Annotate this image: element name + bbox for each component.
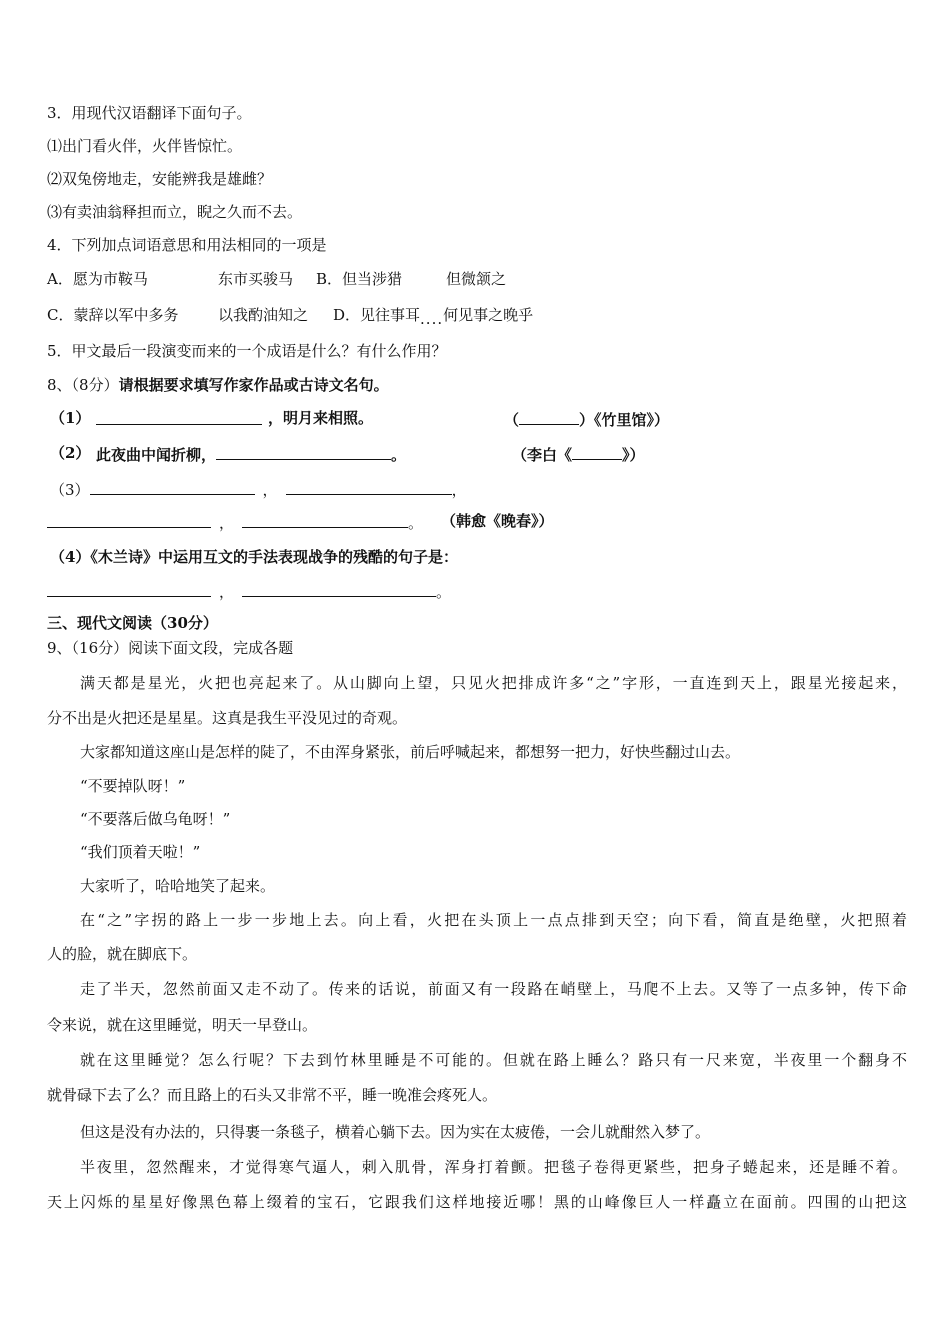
q4-option-a: A．愿为市鞍马 [47, 270, 148, 288]
q3-item-2: ⑵双兔傍地走，安能辨我是雄雌？ [47, 170, 273, 188]
q8-line-2-verse: 此夜曲中闻折柳， [96, 446, 217, 464]
q9-title: 9、（16分）阅读下面文段，完成各题 [47, 639, 294, 657]
q8-line-4-blank-1[interactable] [47, 580, 211, 597]
passage-p1-line-1: 满天都是星光，火把也亮起来了。从山脚向上望，只见火把排成许多“之”字形，一直连到天上，跟星光接起来， [80, 674, 907, 692]
punct: ， [219, 583, 235, 601]
passage-p11-line-1: 半夜里，忽然醒来，才觉得寒气逼人，刺入肌骨，浑身打着颤。把毯子卷得更紧些，把身子蜷起来，还是睡不着。 [80, 1158, 907, 1176]
q8-line-4: （4）《木兰诗》中运用互文的手法表现战争的残酷的句子是： [50, 548, 458, 566]
q4-option-b-pair: 但微颔之 [446, 270, 507, 288]
q8-line-2-text [96, 443, 406, 465]
q8-title: 请根据要求填写作家作品或古诗文名句。 [118, 376, 389, 394]
q8-line-3-blank-1[interactable] [90, 478, 255, 495]
q8-heading [47, 375, 389, 395]
passage-p2: 大家都知道这座山是怎样的陡了，不由浑身紧张，前后呼喊起来，都想努一把力，好快些翻过山去。 [80, 743, 741, 761]
passage-p11-line-2: 天上闪烁的星星好像黑色幕上缀着的宝石，它跟我们这样地接近哪！黑的山峰像巨人一样矗立在面前。四围的山把这 [47, 1193, 907, 1211]
q8-line-3-source: （韩愈《晚春》） [441, 512, 554, 530]
passage-p10: 但这是没有办法的，只得裹一条毯子，横着心躺下去。因为实在太疲倦，一会儿就酣然入梦了。 [80, 1123, 711, 1141]
q8-line-4-answers [47, 580, 451, 602]
q8-prefix: 8、（8分） [47, 376, 119, 394]
q8-line-4-blank-2[interactable] [242, 580, 436, 597]
q4-option-c-pair: 以我酌油知之 [218, 306, 309, 324]
q8-line-2-num: （2） [50, 444, 91, 462]
passage-p9-line-1: 就在这里睡觉？怎么行呢？下去到竹林里睡是不可能的。但就在路上睡么？路只有一尺来宽，半夜里一个翻身不 [80, 1051, 907, 1069]
passage-p6: 大家听了，哈哈地笑了起来。 [80, 877, 276, 895]
q8-line-1-num: （1） [50, 409, 91, 427]
q4-option-b: B．但当涉猎 [316, 270, 403, 288]
punct: ， [451, 481, 467, 499]
section-3-title: 三、现代文阅读（30分） [47, 614, 218, 632]
passage-p8-line-1: 走了半天，忽然前面又走不动了。传来的话说，前面又有一段路在峭壁上，马爬不上去。又等了一点多钟，传下命 [80, 980, 907, 998]
q8-line-1-text: ，明月来相照。 [268, 409, 374, 427]
q8-line-2-source [512, 443, 645, 465]
q8-line-3-blank-3[interactable] [47, 511, 211, 528]
q4-option-c: C．蒙辞以军中多务 [47, 306, 179, 324]
q8-line-3 [50, 478, 467, 500]
emphasis-dots: .... [420, 310, 444, 328]
q4-option-d-pair: 何见事之晚乎 [443, 306, 534, 324]
q8-line-1-source-blank[interactable] [519, 408, 579, 425]
source-close: ）《竹里馆》） [579, 411, 670, 429]
q3-title: 3．用现代汉语翻译下面句子。 [47, 104, 252, 122]
q8-line-1-blank[interactable] [96, 408, 262, 430]
q8-line-3b [47, 511, 423, 533]
passage-p5: “我们顶着天啦！” [80, 843, 201, 861]
punct: 。 [436, 583, 452, 601]
q8-line-2-blank[interactable] [216, 443, 391, 460]
q3-item-3: ⑶有卖油翁释担而立，睨之久而不去。 [47, 203, 303, 221]
q5-title: 5．甲文最后一段演变而来的一个成语是什么？有什么作用？ [47, 342, 447, 360]
q3-item-1: ⑴出门看火伴，火伴皆惊忙。 [47, 137, 243, 155]
source-close: 》） [622, 446, 645, 464]
q8-line-1-source [504, 408, 669, 430]
punct: ， [262, 481, 278, 499]
passage-p4: “不要落后做乌龟呀！” [80, 810, 231, 828]
q4-option-d [333, 305, 534, 328]
passage-p3: “不要掉队呀！” [80, 777, 186, 795]
passage-p8-line-2: 令来说，就在这里睡觉，明天一早登山。 [47, 1016, 318, 1034]
q8-line-3-num: （3） [50, 481, 90, 499]
q4-option-d-label: D．见往事耳 [333, 306, 421, 324]
q4-option-a-pair: 东市买骏马 [218, 270, 294, 288]
punct: ， [219, 514, 235, 532]
q4-title: 4．下列加点词语意思和用法相同的一项是 [47, 236, 327, 254]
q8-line-3-blank-4[interactable] [242, 511, 408, 528]
punct: 。 [408, 514, 424, 532]
punct: 。 [391, 446, 407, 464]
q8-line-3-blank-2[interactable] [286, 478, 452, 495]
q8-line-2-source-blank[interactable] [572, 443, 622, 460]
passage-p9-line-2: 就骨碌下去了么？而且路上的石头又非常不平，睡一晚准会疼死人。 [47, 1086, 498, 1104]
passage-p7-line-2: 人的脸，就在脚底下。 [47, 945, 198, 963]
passage-p1-line-2: 分不出是火把还是星星。这真是我生平没见过的奇观。 [47, 709, 408, 727]
source-open: （ [504, 411, 520, 429]
source-open: （李白《 [512, 446, 573, 464]
passage-p7-line-1: 在“之”字拐的路上一步一步地上去。向上看，火把在头顶上一点点排到天空；向下看，简直是绝壁，火把照着 [80, 911, 907, 929]
